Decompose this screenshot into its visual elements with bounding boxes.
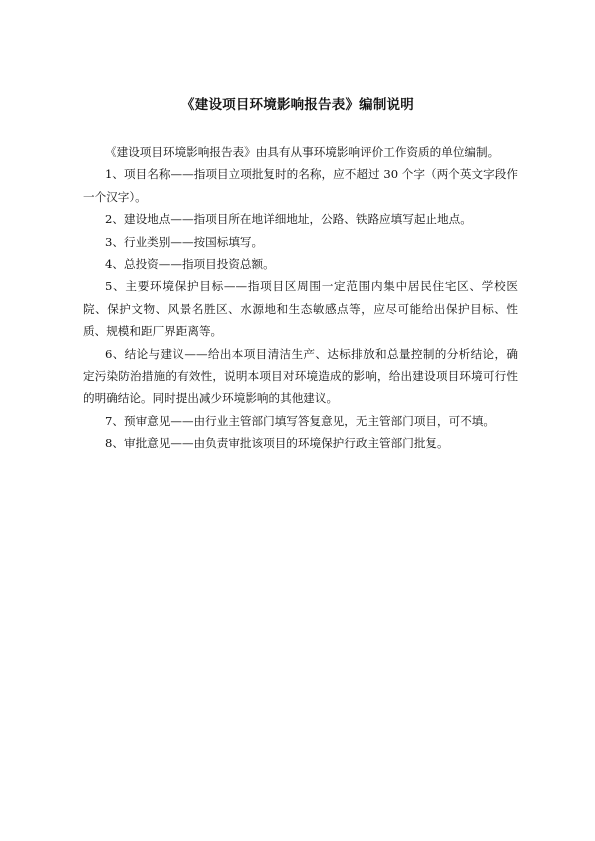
intro-paragraph: 《建设项目环境影响报告表》由具有从事环境影响评价工作资质的单位编制。 [105,145,500,159]
item-conclusions: 6、结论与建议——给出本项目清洁生产、达标排放和总量控制的分析结论，确定污染防治措施的有效性，说明本项目对环境造成的影响，给出建设项目环境可行性的明确结论。同时提出减少环境影响的其他建议。 [83,346,518,406]
item-industry-category: 3、行业类别——按国标填写。 [105,234,264,249]
item-total-investment: 4、总投资——指项目投资总额。 [105,257,275,272]
item-protection-targets: 5、主要环境保护目标——指项目区周围一定范围内集中居民住宅区、学校医院、保护文物、风景名胜区、水源地和生态敏感点等，应尽可能给出保护目标、性质、规模和距厂界距离等。 [83,279,518,339]
document-title: 《建设项目环境影响报告表》编制说明 [181,97,414,113]
item-approval-opinion: 8、审批意见——由负责审批该项目的环境保护行政主管部门批复。 [105,436,449,451]
item-pre-review-opinion: 7、预审意见——由行业主管部门填写答复意见，无主管部门项目，可不填。 [105,413,495,428]
item-project-name: 1、项目名称——指项目立项批复时的名称，应不超过 30 个字（两个英文字段作一个汉字）。 [83,167,518,204]
document-body [83,141,518,455]
item-construction-site: 2、建设地点——指项目所在地详细地址，公路、铁路应填写起止地点。 [105,212,472,227]
